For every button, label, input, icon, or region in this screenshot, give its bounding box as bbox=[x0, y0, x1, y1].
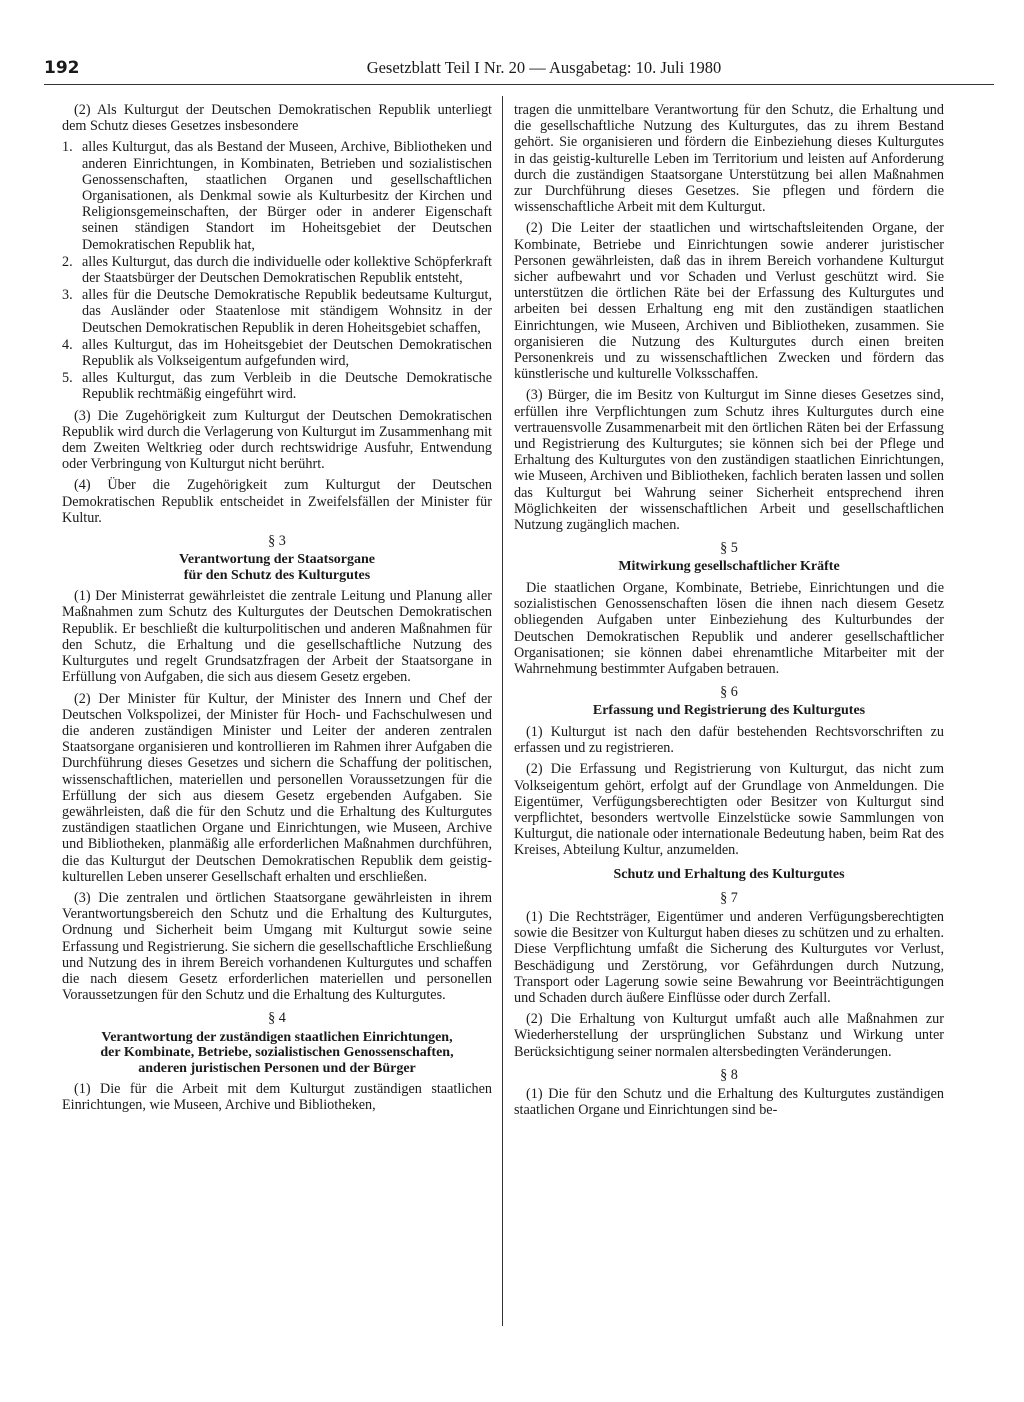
list-number: 4. bbox=[62, 336, 73, 353]
section-4-paragraph-1-continued: tragen die unmittelbare Verantwortung für den Schutz, die Erhaltung und die gesellschaftliche Nutzung des Kulturgutes, das zu ihrem Bestand gehört. Sie organisieren und fördern die Einbeziehung dieses Kulturgutes in das geistig-kulturelle Leben im Territorium und leisten auf Anforderung durch die zuständigen Staatsorgane Unterstützung bei allen Maßnahmen zur Durchführung dieses Gesetzes. Sie pflegen und fördern die wissenschaftliche Arbeit mit dem Kulturgut. bbox=[514, 102, 944, 216]
section-8-paragraph-1-start: (1) Die für den Schutz und die Erhaltung des Kulturgutes zuständigen staatlichen Organe und Einrichtungen sind be- bbox=[514, 1085, 944, 1119]
section-4-title-line-1: Verantwortung der zuständigen staatlichen Einrichtungen, bbox=[101, 1029, 453, 1045]
page-header bbox=[44, 58, 994, 85]
list-item-text: alles Kulturgut, das durch die individuelle oder kollektive Schöpferkraft der Staatsbürger der Deutschen Demokratischen Republik entsteht, bbox=[82, 253, 492, 287]
section-4-paragraph-3: (3) Bürger, die im Besitz von Kulturgut im Sinne dieses Gesetzes sind, erfüllen ihre Verpflichtungen zum Schutz ihres Kulturgutes durch eine vertrauensvolle Zusammenarbeit mit den örtlichen Räten bei der Erfassung und Registrierung des Kulturgutes; sie können sich bei der Pflege und Erhaltung des Kulturgutes von den zuständigen staatlichen Einrichtungen, wie Museen, Archiven und Bibliotheken, fachlich beraten lassen und sollen das Kulturgut bei Wahrung seiner Sicherheit entsprechend ihren Möglichkeiten der wissenschaftlichen Arbeit und gesellschaftlichen Nutzung zugänglich machen. bbox=[514, 387, 944, 534]
list-item-text: alles Kulturgut, das im Hoheitsgebiet der Deutschen Demokratischen Republik als Volkseigentum aufgefunden wird, bbox=[82, 336, 492, 370]
section-3-title-line-2: für den Schutz des Kulturgutes bbox=[183, 567, 371, 583]
section-4-title-line-2: der Kombinate, Betriebe, sozialistischen Genossenschaften, bbox=[100, 1045, 454, 1061]
section-3-paragraph-2: (2) Der Minister für Kultur, der Minister des Innern und Chef der Deutschen Volkspolizei, der Minister für Hoch- und Fachschulwesen und die anderen zuständigen Minister und Leiter der anderen zentralen Staatsorgane organisieren und kontrollieren im Rahmen ihrer Aufgaben die Durchführung dieses Gesetzes und sichern die Schaffung der politischen, wissenschaftlichen, materiellen und personellen Voraussetzungen für die Erfüllung der sich aus diesem Gesetz ergebenden Aufgaben. Sie gewährleisten, daß die für den Schutz und die Erhaltung des Kulturgutes zuständigen staatlichen Organe und Einrichtungen, wie Museen, Archive und Bibliotheken, planmäßig alle erforderlichen Maßnahmen durchführen, die das Kulturgut der Deutschen Demokratischen Republik dem geistig-kulturellen Leben unserer Gesellschaft erhalten und erschließen. bbox=[62, 690, 492, 885]
section-4-title bbox=[62, 1030, 492, 1077]
section-7-paragraph-1: (1) Die Rechtsträger, Eigentümer und anderen Verfügungsberechtigten sowie die Besitzer von Kulturgut haben dieses zu schützen und zu erhalten. Diese Verpflichtung umfaßt die Sicherung des Kulturgutes vor Verlust, Beschädigung und Zerstörung, vor Gefährdungen durch Nutzung, Transport oder Lagerung sowie seine Bewahrung vor Beeinträchtigungen und Schaden durch äußere Einflüsse oder durch Zerfall. bbox=[514, 908, 944, 1006]
right-column bbox=[514, 102, 944, 1382]
list-item-text: alles Kulturgut, das zum Verbleib in die Deutsche Demokratische Republik rechtmäßig eingeführt wird. bbox=[82, 370, 492, 403]
section-6-paragraph-1: (1) Kulturgut ist nach den dafür bestehenden Rechtsvorschriften zu erfassen und zu registrieren. bbox=[514, 723, 944, 757]
paragraph-4: (4) Über die Zugehörigkeit zum Kulturgut der Deutschen Demokratischen Republik entscheidet in Zweifelsfällen der Minister für Kultur. bbox=[62, 477, 492, 526]
column-divider bbox=[502, 96, 503, 1326]
section-6-title: Erfassung und Registrierung des Kulturgutes bbox=[592, 703, 866, 719]
section-4-title-line-3: anderen juristischen Personen und der Bürger bbox=[138, 1060, 416, 1076]
paragraph-2-intro: (2) Als Kulturgut der Deutschen Demokratischen Republik unterliegt dem Schutz dieses Gesetzes insbesondere bbox=[62, 102, 492, 135]
page-number: 192 bbox=[44, 58, 80, 78]
list-item bbox=[62, 287, 492, 336]
left-column bbox=[62, 102, 492, 1382]
section-4-paragraph-1-start: (1) Die für die Arbeit mit dem Kulturgut zuständigen staatlichen Einrichtungen, wie Museen, Archive und Bibliotheken, bbox=[62, 1081, 492, 1114]
list-number: 5. bbox=[62, 370, 73, 387]
list-number: 2. bbox=[62, 253, 73, 270]
subheading: Schutz und Erhaltung des Kulturgutes bbox=[613, 866, 845, 882]
section-3-paragraph-3: (3) Die zentralen und örtlichen Staatsorgane gewährleisten in ihrem Verantwortungsbereich den Schutz und die Erhaltung des Kulturgutes, Ordnung und Sicherheit beim Umgang mit Kulturgut sowie seine Erfassung und Registrierung. Sie sichern die gesellschaftliche Erschließung und Nutzung des in ihrem Bereich vorhandenen Kulturgutes und schaffen die nach diesem Gesetz erforderlichen materiellen und personellen Voraussetzungen für den Schutz und die Erhaltung des Kulturgutes. bbox=[62, 889, 492, 1004]
list-item bbox=[62, 254, 492, 286]
list-item bbox=[62, 337, 492, 369]
paragraph-3: (3) Die Zugehörigkeit zum Kulturgut der Deutschen Demokratischen Republik wird durch die Verlagerung von Kulturgut im Zusammenhang mit dem Zweiten Weltkrieg oder durch rechtswidrige Ausfuhr, Entwendung oder Verbringung von Kulturgut nicht berührt. bbox=[62, 407, 492, 473]
section-3-mark: § 3 bbox=[268, 533, 286, 550]
enumeration-list bbox=[62, 139, 492, 402]
section-5-mark: § 5 bbox=[720, 540, 738, 557]
section-8-mark: § 8 bbox=[720, 1066, 738, 1083]
list-item-text: alles Kulturgut, das als Bestand der Museen, Archive, Bibliotheken und anderen Einrichtungen, in Kombinaten, Betrieben und sozialistischen Genossenschaften, staatlichen Organen und gesellschaftlichen Organisationen, als Denkmal sowie als Kulturbesitz der Kirchen und Religionsgemeinschaften, der Bürger oder in anderer Eigenschaft seinen ständigen Standort im Hoheitsgebiet der Deutschen Demokratischen Republik hat, bbox=[82, 139, 492, 253]
section-6-mark: § 6 bbox=[720, 684, 738, 701]
running-head: Gesetzblatt Teil I Nr. 20 — Ausgabetag: 10. Juli 1980 bbox=[366, 58, 722, 77]
section-7-paragraph-2: (2) Die Erhaltung von Kulturgut umfaßt auch alle Maßnahmen zur Wiederherstellung der ursprünglichen Substanz und Wirkung unter Berücksichtigung seiner normalen altersbedingten Veränderungen. bbox=[514, 1011, 944, 1060]
list-number: 3. bbox=[62, 287, 73, 304]
section-6-paragraph-2: (2) Die Erfassung und Registrierung von Kulturgut, das nicht zum Volkseigentum gehört, erfolgt auf der Grundlage von Anmeldungen. Die Eigentümer, Verfügungsberechtigten oder Besitzer von Kulturgut sind verpflichtet, besonders wertvolle Einzelstücke sowie Sammlungen von Kulturgut, die nationale oder internationale Bedeutung haben, beim Rat des Kreises, Abteilung Kultur, anzumelden. bbox=[514, 761, 944, 859]
list-item bbox=[62, 139, 492, 252]
list-item-text: alles für die Deutsche Demokratische Republik bedeutsame Kulturgut, das Ausländer oder Staatenlose mit ständigem Wohnsitz in der Deutschen Demokratischen Republik in deren Hoheitsgebiet schaffen, bbox=[82, 287, 492, 336]
section-3-title bbox=[62, 552, 492, 583]
list-item bbox=[62, 370, 492, 402]
section-5-paragraph: Die staatlichen Organe, Kombinate, Betriebe, Einrichtungen und die sozialistischen Genossenschaften lösen die ihnen nach diesem Gesetz obliegenden Aufgaben unter Einbeziehung des Kulturbundes der Deutschen Demokratischen Republik und anderer gesellschaftlicher Organisationen; sie können dabei ehrenamtliche Mitarbeiter mit der Wahrnehmung bestimmter Aufgaben betrauen. bbox=[514, 579, 944, 677]
section-3-paragraph-1: (1) Der Ministerrat gewährleistet die zentrale Leitung und Planung aller Maßnahmen zum Schutz des Kulturgutes der Deutschen Demokratischen Republik. Er beschließt die kulturpolitischen und anderen Maßnahmen für den Schutz, die Erhaltung und die gesellschaftliche Nutzung des Kulturgutes und regelt Grundsatzfragen der Arbeit der Staatsorgane in Erfüllung von Aufgaben, die sich aus diesem Gesetz ergeben. bbox=[62, 588, 492, 686]
list-number: 1. bbox=[62, 139, 73, 156]
section-4-mark: § 4 bbox=[268, 1010, 286, 1027]
section-3-title-line-1: Verantwortung der Staatsorgane bbox=[179, 552, 375, 568]
section-4-paragraph-2: (2) Die Leiter der staatlichen und wirtschaftsleitenden Organe, der Kombinate, Betriebe und Einrichtungen sowie anderer juristischer Personen gewährleisten, daß das in ihrem Bereich vorhandene Kulturgut sicher aufbewahrt und vor Schaden und Verlust geschützt wird. Sie unterstützen die örtlichen Räte bei der Erfassung des Kulturgutes und arbeiten bei dessen Erhaltung eng mit den zuständigen staatlichen Einrichtungen, wie Museen, Archiven und Bibliotheken, zusammen. Sie organisieren die Nutzung des Kulturgutes durch einen breiten Personenkreis und zu wissenschaftlichen Zwecken und fördern das künstlerische und kulturelle Volksschaffen. bbox=[514, 220, 944, 383]
section-7-mark: § 7 bbox=[720, 889, 738, 906]
section-5-title: Mitwirkung gesellschaftlicher Kräfte bbox=[618, 559, 840, 575]
